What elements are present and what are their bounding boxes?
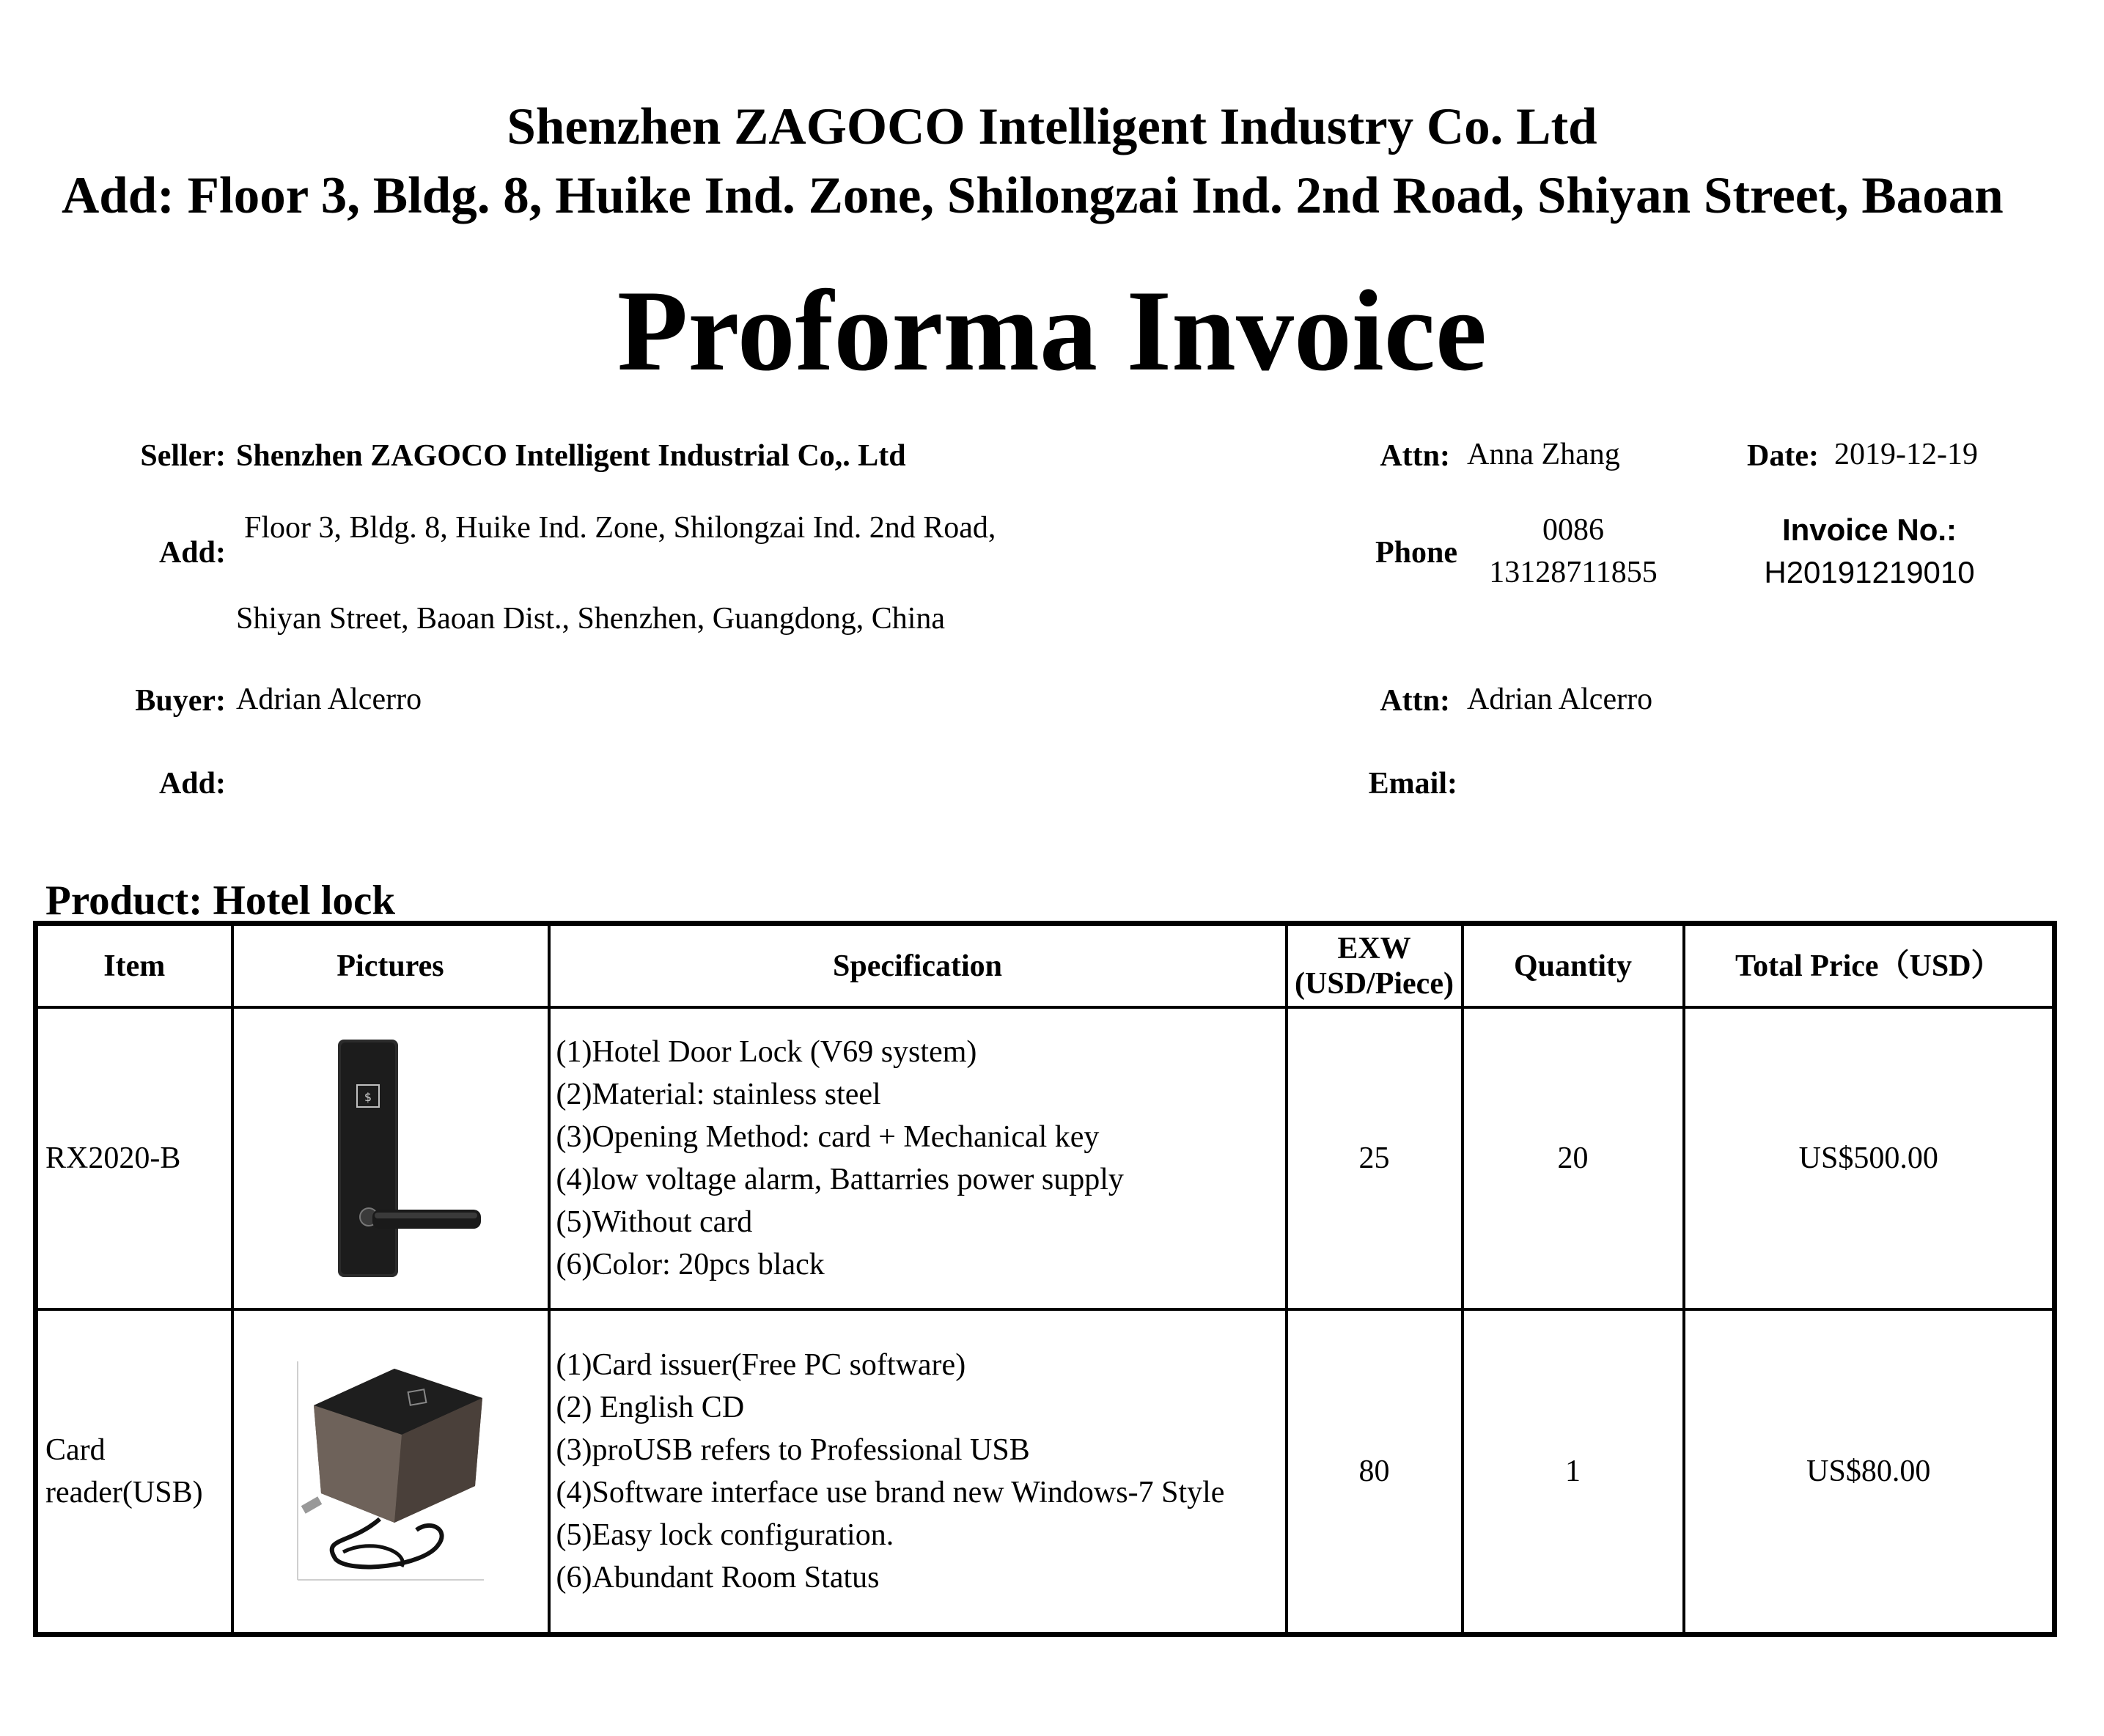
buyer-email-label: Email: <box>1368 767 1457 801</box>
header-quantity: Quantity <box>1463 924 1684 1008</box>
row-exw: 25 <box>1287 1007 1463 1309</box>
row-total: US$500.00 <box>1684 1007 2055 1309</box>
company-name: Shenzhen ZAGOCO Intelligent Industry Co. Ltd <box>507 98 1597 155</box>
row-picture <box>232 1309 549 1635</box>
seller-address-line1: Floor 3, Bldg. 8, Huike Ind. Zone, Shilongzai Ind. 2nd Road, <box>244 511 996 545</box>
door-lock-image <box>295 1034 486 1283</box>
row-specification <box>549 1007 1287 1309</box>
buyer-attn: Adrian Alcerro <box>1467 683 1653 716</box>
spec-line: (2)Material: stainless steel <box>556 1078 881 1111</box>
row-exw: 80 <box>1287 1309 1463 1635</box>
spec-line: (5)Without card <box>556 1205 753 1239</box>
spec-line: (4)Software interface use brand new Windows-7 Style <box>556 1476 1225 1509</box>
invoice-no-label: Invoice No.: <box>1781 512 1957 547</box>
table-row <box>36 1007 2055 1309</box>
buyer-label: Buyer: <box>135 684 226 718</box>
header-item: Item <box>36 924 232 1008</box>
spec-line: (1)Card issuer(Free PC software) <box>556 1348 966 1382</box>
row-item <box>36 1309 232 1635</box>
seller-label: Seller: <box>140 439 226 473</box>
table-row <box>36 1309 2055 1635</box>
header-specification: Specification <box>549 924 1287 1008</box>
row-total: US$80.00 <box>1684 1309 2055 1635</box>
header-pictures: Pictures <box>232 924 549 1008</box>
phone-line1: 0086 <box>1542 513 1604 547</box>
spec-line: (2) English CD <box>556 1391 745 1424</box>
items-table <box>33 921 2057 1637</box>
row-picture <box>232 1007 549 1309</box>
company-address: Add: Floor 3, Bldg. 8, Huike Ind. Zone, Shilongzai Ind. 2nd Road, Shiyan Street, Baoan <box>62 167 2004 224</box>
date-value: 2019-12-19 <box>1834 438 1978 471</box>
row-item: RX2020-B <box>36 1007 232 1309</box>
phone-label: Phone <box>1375 536 1457 570</box>
invoice-no-value: H20191219010 <box>1764 555 1975 589</box>
phone-line2: 13128711855 <box>1489 556 1658 589</box>
row-item-line2: reader(USB) <box>45 1476 203 1509</box>
row-specification <box>549 1309 1287 1635</box>
spec-line: (6)Color: 20pcs black <box>556 1248 825 1281</box>
date-label: Date: <box>1747 439 1819 473</box>
card-reader-image <box>292 1354 490 1589</box>
spec-line: (1)Hotel Door Lock (V69 system) <box>556 1035 977 1069</box>
header-exw <box>1287 924 1463 1008</box>
seller-attn: Anna Zhang <box>1467 438 1620 471</box>
header-total: Total Price（USD） <box>1684 924 2055 1008</box>
table-header-row <box>36 924 2055 1008</box>
header-exw-line2: (USD/Piece) <box>1295 966 1454 1001</box>
spec-line: (5)Easy lock configuration. <box>556 1518 894 1552</box>
row-quantity: 1 <box>1463 1309 1684 1635</box>
buyer-name: Adrian Alcerro <box>236 683 422 716</box>
row-item-line1: Card <box>45 1433 106 1467</box>
svg-text:$: $ <box>364 1090 372 1104</box>
buyer-attn-label: Attn: <box>1380 684 1450 718</box>
seller-add-label: Add: <box>158 536 226 570</box>
seller-attn-label: Attn: <box>1380 439 1450 473</box>
spec-line: (4)low voltage alarm, Battarries power supply <box>556 1163 1124 1196</box>
seller-address-line2: Shiyan Street, Baoan Dist., Shenzhen, Guangdong, China <box>236 602 946 636</box>
spec-line: (3)proUSB refers to Professional USB <box>556 1433 1030 1467</box>
buyer-add-label: Add: <box>158 767 226 801</box>
header-exw-line1: EXW <box>1337 931 1411 966</box>
product-title: Product: Hotel lock <box>45 878 396 924</box>
row-quantity: 20 <box>1463 1007 1684 1309</box>
seller-name: Shenzhen ZAGOCO Intelligent Industrial Co,. Ltd <box>236 439 906 473</box>
page-title: Proforma Invoice <box>617 267 1487 395</box>
spec-line: (6)Abundant Room Status <box>556 1561 880 1595</box>
spec-line: (3)Opening Method: card + Mechanical key <box>556 1120 1100 1154</box>
